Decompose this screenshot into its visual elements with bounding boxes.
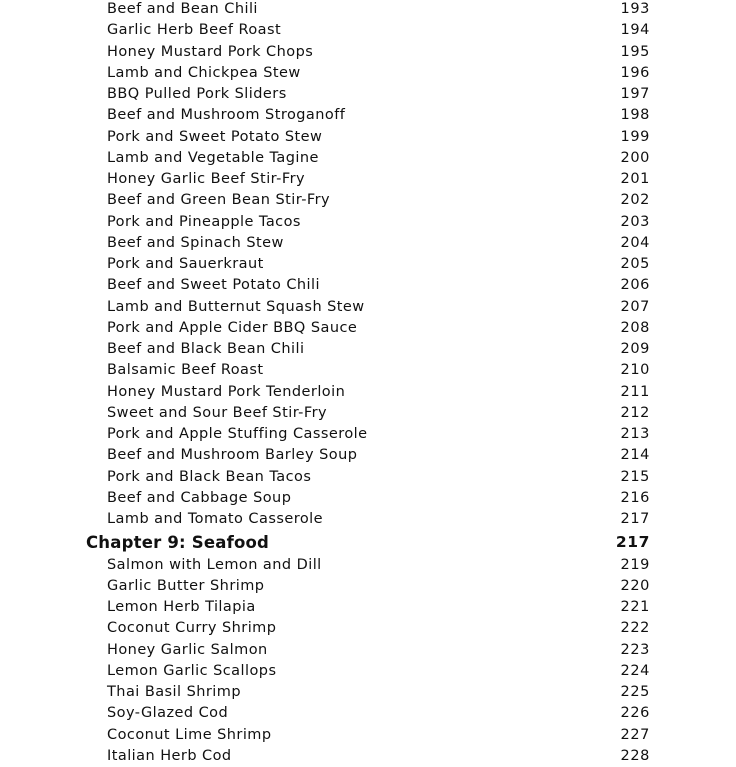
toc-entry-page: 200 — [620, 150, 650, 166]
toc-entry[interactable] — [0, 63, 736, 84]
toc-entry-title: Garlic Herb Beef Roast — [107, 22, 282, 38]
toc-entry[interactable] — [0, 746, 736, 767]
toc-entry-title: Beef and Mushroom Barley Soup — [107, 447, 358, 463]
toc-entry-page: 215 — [620, 469, 650, 485]
toc-entry-page: 221 — [620, 599, 650, 615]
toc-entry-title: Lamb and Vegetable Tagine — [107, 150, 319, 166]
toc-entry-page: 222 — [620, 620, 650, 636]
toc-entry-title: Pork and Apple Stuffing Casserole — [107, 426, 368, 442]
toc-entry-page: 211 — [620, 384, 650, 400]
toc-entry-page: 212 — [620, 405, 650, 421]
toc-entry-title: Lamb and Tomato Casserole — [107, 511, 323, 527]
toc-entry-page: 217 — [620, 511, 650, 527]
toc-entry-page: 195 — [620, 44, 650, 60]
toc-entry-page: 225 — [620, 684, 650, 700]
toc-entry-title: Beef and Spinach Stew — [107, 235, 284, 251]
toc-entry-title: Lemon Garlic Scallops — [107, 663, 277, 679]
toc-entry[interactable] — [0, 467, 736, 488]
toc-entry[interactable] — [0, 661, 736, 682]
toc-entry[interactable] — [0, 105, 736, 126]
toc-entry-title: Pork and Apple Cider BBQ Sauce — [107, 320, 358, 336]
toc-entry[interactable] — [0, 254, 736, 275]
toc-entry[interactable] — [0, 20, 736, 41]
toc-entry-title: Honey Mustard Pork Chops — [107, 44, 314, 60]
toc-entry-page: 227 — [620, 727, 650, 743]
toc-entry-title: Italian Herb Cod — [107, 748, 232, 764]
toc-entry[interactable] — [0, 297, 736, 318]
toc-entry-page: 193 — [620, 1, 650, 17]
toc-entry-page: 219 — [620, 557, 650, 573]
toc-entry-page: 214 — [620, 447, 650, 463]
toc-entry-title: Thai Basil Shrimp — [107, 684, 241, 700]
toc-entry[interactable] — [0, 42, 736, 63]
toc-entry-title: Coconut Curry Shrimp — [107, 620, 277, 636]
toc-entry[interactable] — [0, 703, 736, 724]
toc-entry-title: Pork and Sauerkraut — [107, 256, 264, 272]
chapter-page: 217 — [615, 533, 650, 551]
toc-entry[interactable] — [0, 84, 736, 105]
toc-entry-title: Beef and Green Bean Stir-Fry — [107, 192, 331, 208]
toc-entry[interactable] — [0, 233, 736, 254]
toc-entry-page: 213 — [620, 426, 650, 442]
toc-entry[interactable] — [0, 597, 736, 618]
toc-entry-title: Coconut Lime Shrimp — [107, 727, 272, 743]
toc-entry-page: 202 — [620, 192, 650, 208]
toc-entry[interactable] — [0, 403, 736, 424]
toc-chapter-heading[interactable] — [0, 532, 736, 553]
toc-entry-title: Balsamic Beef Roast — [107, 362, 264, 378]
toc-entry-title: BBQ Pulled Pork Sliders — [107, 86, 287, 102]
toc-entry-title: Pork and Sweet Potato Stew — [107, 129, 323, 145]
toc-entry-page: 204 — [620, 235, 650, 251]
toc-entry-page: 203 — [620, 214, 650, 230]
toc-entry[interactable] — [0, 190, 736, 211]
toc-entry-title: Honey Garlic Salmon — [107, 642, 268, 658]
toc-entry-title: Beef and Sweet Potato Chili — [107, 277, 320, 293]
toc-entry-page: 199 — [620, 129, 650, 145]
toc-entry-page: 207 — [620, 299, 650, 315]
toc-entry-title: Honey Garlic Beef Stir-Fry — [107, 171, 306, 187]
toc-entry-page: 197 — [620, 86, 650, 102]
toc-entry-page: 194 — [620, 22, 650, 38]
toc-entry[interactable] — [0, 424, 736, 445]
toc-entry-page: 205 — [620, 256, 650, 272]
toc-entry[interactable] — [0, 488, 736, 509]
toc-entry-page: 209 — [620, 341, 650, 357]
toc-entry-page: 224 — [620, 663, 650, 679]
toc-entry[interactable] — [0, 275, 736, 296]
toc-entry[interactable] — [0, 212, 736, 233]
toc-entry[interactable] — [0, 576, 736, 597]
toc-entry-title: Pork and Pineapple Tacos — [107, 214, 301, 230]
toc-entry[interactable] — [0, 382, 736, 403]
toc-entry-page: 210 — [620, 362, 650, 378]
toc-entry[interactable] — [0, 0, 736, 20]
toc-entry-page: 228 — [620, 748, 650, 764]
toc-entry-page: 208 — [620, 320, 650, 336]
toc-entry-title: Beef and Mushroom Stroganoff — [107, 107, 346, 123]
toc-entry-page: 198 — [620, 107, 650, 123]
toc-entry-page: 196 — [620, 65, 650, 81]
toc-entry-page: 216 — [620, 490, 650, 506]
toc-entry-title: Salmon with Lemon and Dill — [107, 557, 322, 573]
toc-entry[interactable] — [0, 725, 736, 746]
toc-entry-page: 220 — [620, 578, 650, 594]
toc-entry-title: Garlic Butter Shrimp — [107, 578, 265, 594]
toc-entry-title: Lemon Herb Tilapia — [107, 599, 256, 615]
toc-entry-title: Honey Mustard Pork Tenderloin — [107, 384, 346, 400]
toc-entry[interactable] — [0, 148, 736, 169]
toc-entry[interactable] — [0, 360, 736, 381]
toc-entry[interactable] — [0, 640, 736, 661]
toc-entry[interactable] — [0, 339, 736, 360]
toc-entry[interactable] — [0, 445, 736, 466]
chapter-title: Chapter 9: Seafood — [86, 533, 270, 552]
toc-entry-title: Soy-Glazed Cod — [107, 705, 229, 721]
toc-entry[interactable] — [0, 318, 736, 339]
toc-entry[interactable] — [0, 555, 736, 576]
toc-entry-title: Beef and Black Bean Chili — [107, 341, 305, 357]
toc-entry-page: 223 — [620, 642, 650, 658]
toc-entry[interactable] — [0, 169, 736, 190]
toc-entry-title: Lamb and Butternut Squash Stew — [107, 299, 365, 315]
toc-entry-page: 226 — [620, 705, 650, 721]
toc-entry-title: Beef and Bean Chili — [107, 1, 258, 17]
toc-entry-page: 206 — [620, 277, 650, 293]
toc-entry[interactable] — [0, 618, 736, 639]
toc-entry[interactable] — [0, 127, 736, 148]
toc-entry-title: Pork and Black Bean Tacos — [107, 469, 312, 485]
toc-entry-title: Sweet and Sour Beef Stir-Fry — [107, 405, 328, 421]
toc-entry[interactable] — [0, 682, 736, 703]
toc-entry-page: 201 — [620, 171, 650, 187]
toc-entry-title: Lamb and Chickpea Stew — [107, 65, 301, 81]
toc-entry-title: Beef and Cabbage Soup — [107, 490, 292, 506]
toc-entry[interactable] — [0, 509, 736, 530]
